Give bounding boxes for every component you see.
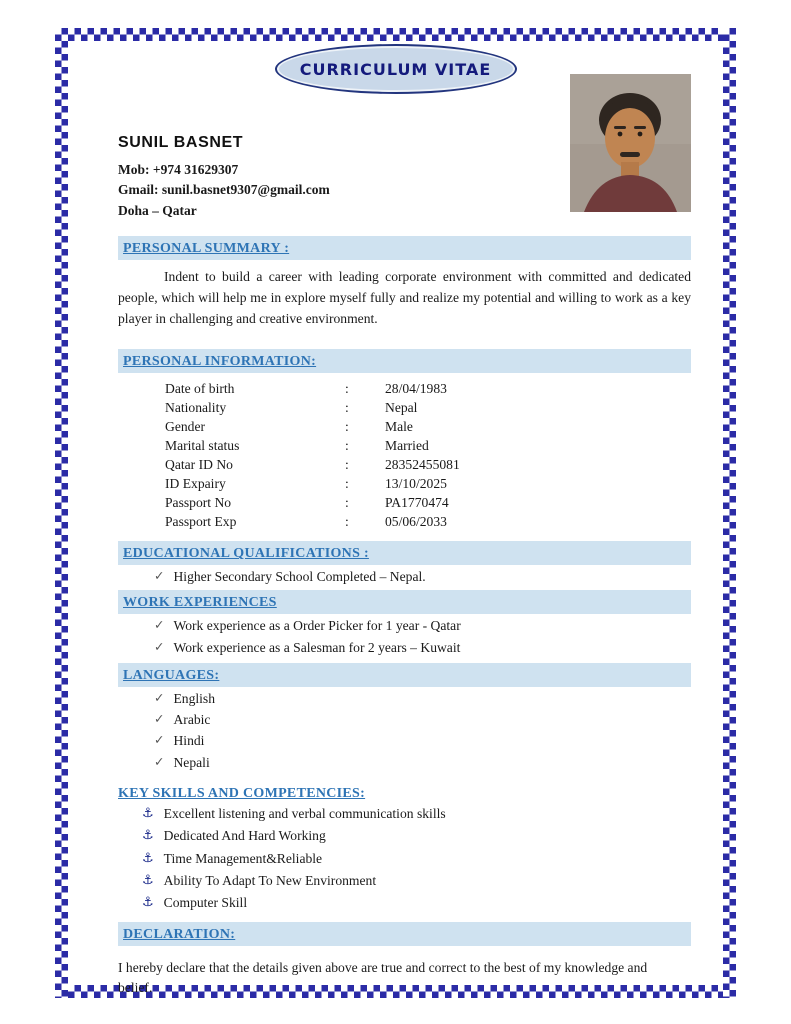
skill-item-text: Time Management&Reliable <box>163 850 323 866</box>
anchor-bullet-icon: ⚓ <box>142 850 154 866</box>
language-item <box>118 753 691 772</box>
skill-item <box>118 804 691 824</box>
skill-item-text: Ability To Adapt To New Environment <box>163 872 377 888</box>
check-icon: ✓ <box>154 732 165 748</box>
info-value: Male <box>385 419 413 435</box>
education-item <box>118 567 691 587</box>
skill-item <box>118 849 691 869</box>
check-icon: ✓ <box>154 639 165 655</box>
info-value: 28/04/1983 <box>385 381 447 397</box>
info-value: Nepal <box>385 400 418 416</box>
personal-information-band <box>118 349 691 373</box>
personal-summary-band <box>118 236 691 260</box>
language-item-text: Arabic <box>173 711 211 727</box>
section-work-experiences <box>118 590 691 659</box>
declaration-title: DECLARATION: <box>123 926 236 942</box>
language-item-text: English <box>173 690 216 706</box>
candidate-name: SUNIL BASNET <box>118 134 244 151</box>
info-separator: : <box>345 514 349 530</box>
language-item <box>118 689 691 708</box>
info-value: 28352455081 <box>385 457 460 473</box>
languages-title: LANGUAGES: <box>123 667 220 683</box>
contact-gmail: Gmail: sunil.basnet9307@gmail.com <box>118 182 330 198</box>
info-value: PA1770474 <box>385 495 449 511</box>
info-label: Marital status <box>165 438 240 454</box>
anchor-bullet-icon: ⚓ <box>142 805 154 821</box>
info-row <box>118 379 691 398</box>
work-title: WORK EXPERIENCES <box>123 594 277 610</box>
portrait-photo <box>570 74 691 212</box>
key-skills-title: KEY SKILLS AND COMPETENCIES: <box>118 785 366 801</box>
header-block <box>118 134 330 221</box>
info-label: Passport Exp <box>165 514 237 530</box>
contact-location: Doha – Qatar <box>118 202 197 218</box>
info-row <box>118 417 691 436</box>
education-item-text: Higher Secondary School Completed – Nepal. <box>173 569 426 585</box>
check-icon: ✓ <box>154 689 165 705</box>
info-row <box>118 474 691 493</box>
language-item <box>118 731 691 750</box>
page-border-right <box>723 28 736 998</box>
language-item <box>118 710 691 729</box>
work-item-text: Work experience as a Salesman for 2 years – Kuwait <box>173 640 461 656</box>
skill-item-text: Computer Skill <box>163 895 248 911</box>
work-item <box>118 616 691 636</box>
language-item-text: Hindi <box>173 733 205 749</box>
language-item-text: Nepali <box>173 754 210 770</box>
skill-item <box>118 871 691 891</box>
contact-mobile: Mob: +974 31629307 <box>118 162 239 177</box>
cv-title-badge <box>275 44 517 94</box>
personal-summary-text: Indent to build a career with leading corporate environment with committed and dedicated people, which will help me in explore myself fully and realize my potential and willing to work as a key player in challenging and creative environment. <box>118 269 691 327</box>
skill-item-text: Excellent listening and verbal communication skills <box>163 805 446 821</box>
info-label: Gender <box>165 419 206 435</box>
personal-information-title: PERSONAL INFORMATION: <box>123 354 317 370</box>
anchor-bullet-icon: ⚓ <box>142 895 154 911</box>
work-band <box>118 590 691 614</box>
page-border-top <box>55 28 736 41</box>
education-band <box>118 541 691 565</box>
section-education <box>118 541 691 587</box>
info-value: 13/10/2025 <box>385 476 447 492</box>
skill-item <box>118 893 691 913</box>
info-row <box>118 493 691 512</box>
info-row <box>118 436 691 455</box>
check-icon: ✓ <box>154 616 165 632</box>
cv-title-label: CURRICULUM VITAE <box>299 59 492 79</box>
declaration-text: I hereby declare that the details given above are true and correct to the best of my knowledge and belief. <box>118 959 648 996</box>
declaration-band <box>118 922 691 946</box>
info-row <box>118 512 691 531</box>
section-personal-summary <box>118 236 691 329</box>
personal-information-rows <box>118 379 691 531</box>
info-label: Date of birth <box>165 381 235 397</box>
info-separator: : <box>345 438 349 454</box>
section-declaration <box>118 922 691 999</box>
section-key-skills <box>118 772 691 914</box>
info-value: 05/06/2033 <box>385 514 447 530</box>
info-separator: : <box>345 381 349 397</box>
info-separator: : <box>345 419 349 435</box>
work-item <box>118 638 691 658</box>
anchor-bullet-icon: ⚓ <box>142 872 154 888</box>
education-title: EDUCATIONAL QUALIFICATIONS : <box>123 546 369 562</box>
info-label: Nationality <box>165 400 227 416</box>
anchor-bullet-icon: ⚓ <box>142 828 154 844</box>
info-label: ID Expairy <box>165 476 226 492</box>
work-item-text: Work experience as a Order Picker for 1 year - Qatar <box>173 617 461 633</box>
info-separator: : <box>345 457 349 473</box>
document-body <box>118 236 691 999</box>
section-personal-information <box>118 349 691 531</box>
info-value: Married <box>385 438 429 454</box>
info-row <box>118 398 691 417</box>
languages-band <box>118 663 691 687</box>
check-icon: ✓ <box>154 568 165 584</box>
check-icon: ✓ <box>154 710 165 726</box>
info-row <box>118 455 691 474</box>
section-languages <box>118 663 691 772</box>
skill-item-text: Dedicated And Hard Working <box>163 828 326 844</box>
info-separator: : <box>345 495 349 511</box>
page-border-left <box>55 28 68 998</box>
skill-item <box>118 826 691 846</box>
personal-summary-title: PERSONAL SUMMARY : <box>123 241 290 256</box>
info-separator: : <box>345 476 349 492</box>
info-label: Passport No <box>165 495 232 511</box>
info-separator: : <box>345 400 349 416</box>
portrait-photo-illustration <box>570 74 691 212</box>
info-label: Qatar ID No <box>165 457 233 473</box>
check-icon: ✓ <box>154 753 165 769</box>
